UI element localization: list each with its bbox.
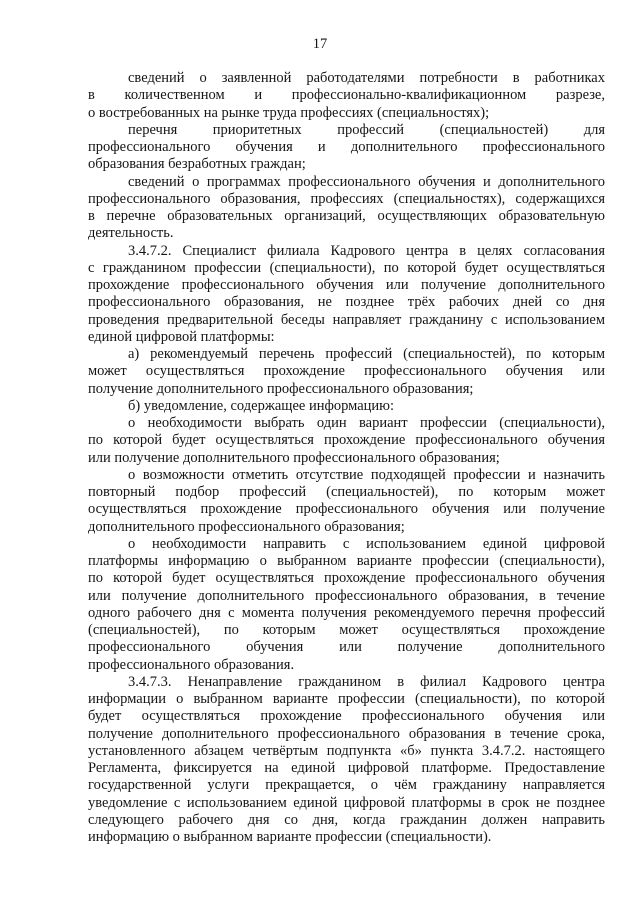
- text-line: перечня приоритетных профессий (специальностей) для: [128, 121, 605, 138]
- list-item-labor-demand: [88, 70, 605, 122]
- text-line: прохождение профессионального обучения или получение дополнительного: [88, 277, 605, 293]
- page-number: 17: [312, 36, 328, 52]
- text-line: информацию о выбранном варианте профессии (специальности).: [88, 829, 492, 845]
- text-line: или получение дополнительного профессионального образования, в течение: [88, 587, 605, 604]
- text-line: установленного абзацем четвёртым подпункта «б» пункта 3.4.7.2. настоящего: [88, 742, 605, 759]
- text-line: профессионального образования, не позднее трёх рабочих дней со дня: [88, 294, 605, 311]
- text-line: проведения предварительной беседы направляет гражданину с использованием: [88, 311, 605, 328]
- text-line: в перечне образовательных организаций, осуществляющих образовательную: [88, 208, 605, 224]
- text-line: 3.4.7.2. Специалист филиала Кадрового центра в целях согласования: [128, 242, 605, 259]
- text-line: профессионального обучения и дополнительного профессионального: [88, 139, 605, 155]
- text-line: будет осуществляться прохождение профессионального обучения или: [88, 708, 605, 725]
- text-line: повторный подбор профессий (специальностей), по которым может: [88, 484, 605, 500]
- text-line: 3.4.7.3. Ненаправление гражданином в филиал Кадрового центра: [128, 673, 605, 690]
- text-line: получение дополнительного профессионального образования;: [88, 380, 474, 397]
- list-item-priority-professions: [88, 122, 605, 174]
- clause-3-4-7-3: [88, 674, 605, 847]
- text-line: получение дополнительного профессионального образования в течение срока,: [88, 725, 605, 742]
- text-line: одного рабочего дня с момента получения рекомендуемого перечня профессий: [88, 604, 605, 621]
- text-line: осуществляться прохождение профессионального обучения или получение: [88, 501, 605, 518]
- list-item-training-programs: [88, 174, 605, 243]
- text-line: профессионального образования, профессиях (специальностях), содержащихся: [88, 190, 605, 207]
- text-line: или получение дополнительного профессионального образования;: [88, 449, 500, 466]
- text-line: образования безработных граждан;: [88, 156, 306, 173]
- text-line: по которой будет осуществляться прохождение профессионального обучения: [88, 570, 605, 587]
- text-line: уведомление с использованием единой цифровой платформы в срок не позднее: [88, 794, 605, 811]
- notice-choose-profession: [88, 415, 605, 467]
- text-line: деятельность.: [88, 225, 174, 242]
- text-line: а) рекомендуемый перечень профессий (специальностей), по которым: [128, 346, 605, 362]
- item-a-recommended-list: [88, 346, 605, 398]
- item-b-notification: [88, 398, 605, 415]
- text-line: о востребованных на рынке труда профессиях (специальностях);: [88, 104, 490, 121]
- text-line: информации о выбранном варианте профессии (специальности), по которой: [88, 691, 605, 707]
- text-line: сведений о заявленной работодателями потребности в работниках: [128, 70, 605, 86]
- text-line: б) уведомление, содержащее информацию:: [128, 397, 395, 414]
- notice-send-choice: [88, 536, 605, 674]
- text-line: в количественном и профессионально-квалификационном разрезе,: [88, 87, 605, 104]
- text-line: Регламента, фиксируется на единой цифровой платформе. Предоставление: [88, 760, 605, 776]
- clause-3-4-7-2: [88, 243, 605, 347]
- text-line: о необходимости направить с использованием единой цифровой: [128, 535, 605, 552]
- text-line: сведений о программах профессионального обучения и дополнительного: [128, 173, 605, 190]
- text-line: платформы информацию о выбранном варианте профессии (специальности),: [88, 553, 605, 569]
- document-body: [88, 70, 605, 846]
- text-line: может осуществляться прохождение профессионального обучения или: [88, 363, 605, 380]
- text-line: с гражданином профессии (специальности), по которой будет осуществляться: [88, 259, 605, 276]
- text-line: профессионального образования.: [88, 656, 295, 673]
- text-line: (специальностей), по которым может осуществляться прохождение: [88, 622, 605, 638]
- text-line: по которой будет осуществляться прохождение профессионального обучения: [88, 432, 605, 449]
- text-line: следующего рабочего дня со дня, когда гражданин должен направить: [88, 811, 605, 828]
- notice-no-suitable-profession: [88, 467, 605, 536]
- text-line: о возможности отметить отсутствие подходящей профессии и назначить: [128, 466, 605, 483]
- text-line: единой цифровой платформы:: [88, 328, 275, 345]
- text-line: профессионального обучения или получение дополнительного: [88, 639, 605, 656]
- text-line: дополнительного профессионального образования;: [88, 518, 405, 535]
- text-line: государственной услуги прекращается, о чём гражданину направляется: [88, 777, 605, 794]
- text-line: о необходимости выбрать один вариант профессии (специальности),: [128, 415, 605, 431]
